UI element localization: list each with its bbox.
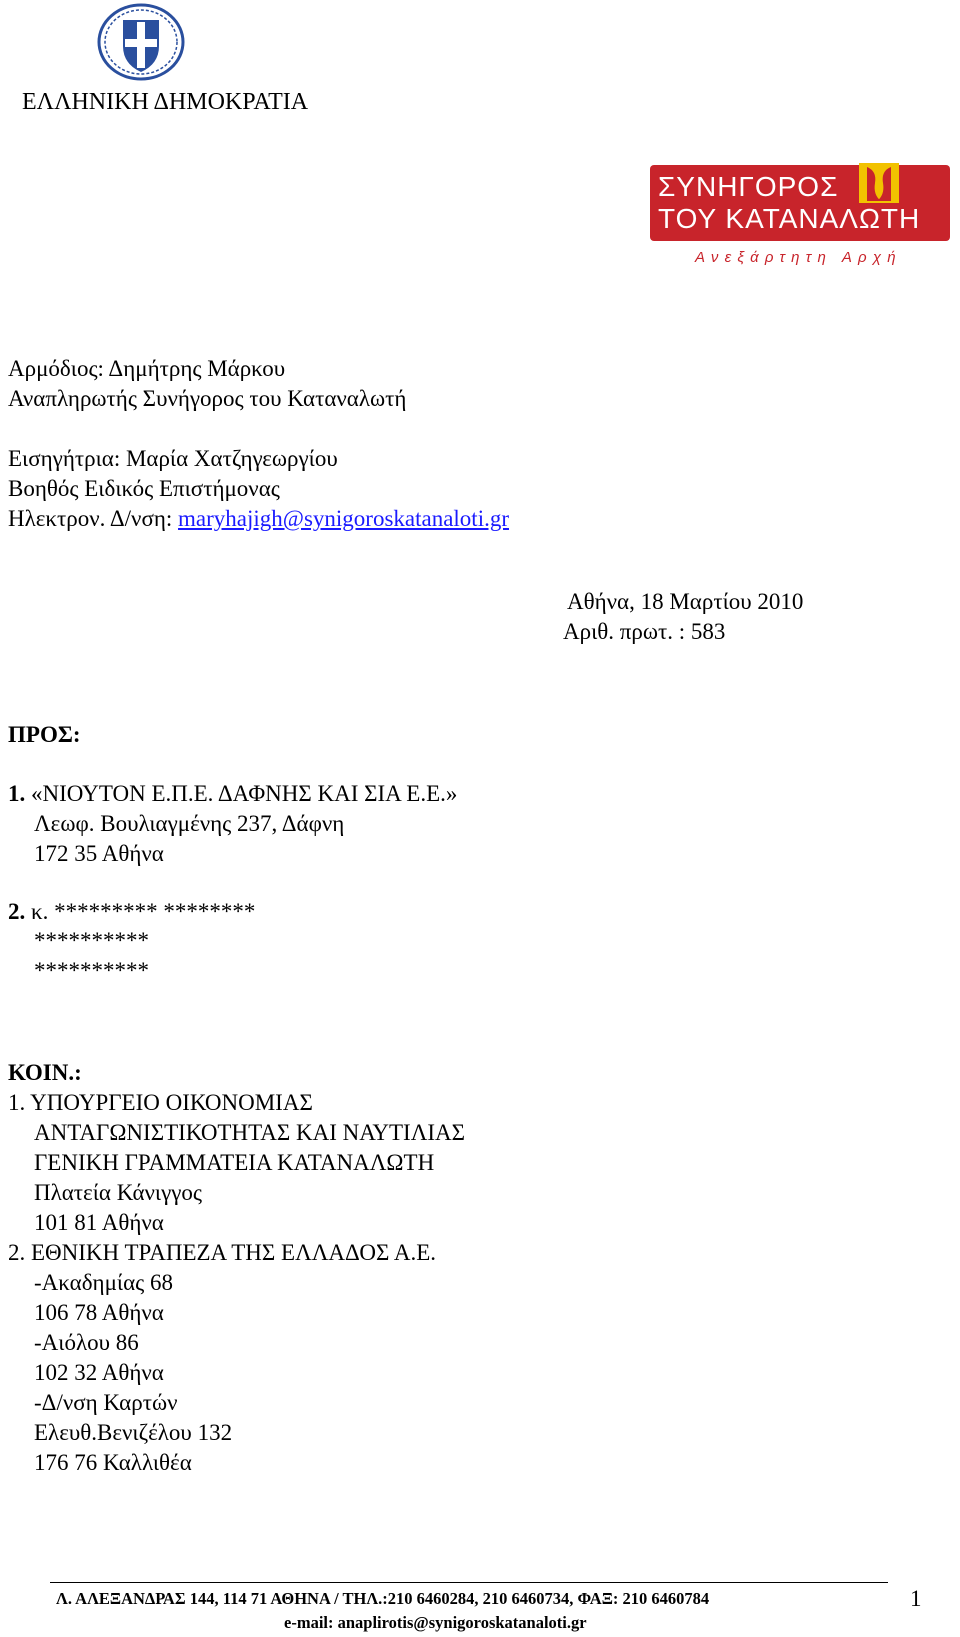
cc-line: -Αιόλου 86 bbox=[34, 1330, 139, 1355]
cc-label: ΚΟΙΝ.: bbox=[8, 1060, 82, 1085]
cc-line: 176 76 Καλλιθέα bbox=[34, 1450, 192, 1475]
cc-line: ΓΕΝΙΚΗ ΓΡΑΜΜΑΤΕΙΑ ΚΑΤΑΝΑΛΩΤΗ bbox=[34, 1150, 435, 1175]
cc-line: 106 78 Αθήνα bbox=[34, 1300, 164, 1325]
responsible-role: Αναπληρωτής Συνήγορος του Καταναλωτή bbox=[8, 386, 407, 411]
footer-rule bbox=[50, 1582, 888, 1583]
cc-line: -Ακαδημίας 68 bbox=[34, 1270, 173, 1295]
protocol-number: Αριθ. πρωτ. : 583 bbox=[563, 619, 726, 644]
recipient-1-number: 1. bbox=[8, 781, 26, 806]
recipient-2-number: 2. bbox=[8, 899, 26, 924]
consumer-ombudsman-logo bbox=[650, 165, 950, 277]
to-label: ΠΡΟΣ: bbox=[8, 722, 81, 747]
recipient-1-city: 172 35 Αθήνα bbox=[34, 841, 164, 866]
republic-name: ΕΛΛΗΝΙΚΗ ΔΗΜΟΚΡΑΤΙΑ bbox=[22, 89, 309, 115]
document-date: Αθήνα, 18 Μαρτίου 2010 bbox=[567, 589, 804, 614]
recipient-2-name bbox=[8, 897, 255, 927]
cc-line: 101 81 Αθήνα bbox=[34, 1210, 164, 1235]
responsible-officer: Αρμόδιος: Δημήτρης Μάρκου bbox=[8, 356, 286, 381]
recipient-2-city: ********** bbox=[34, 958, 149, 983]
faces-icon bbox=[857, 161, 901, 205]
cc-line: Πλατεία Κάνιγγος bbox=[34, 1180, 203, 1205]
logo-subtitle: Ανεξάρτητη Αρχή bbox=[695, 249, 902, 266]
cc-line: 102 32 Αθήνα bbox=[34, 1360, 164, 1385]
recipient-1-title: «ΝΙΟΥΤΟΝ Ε.Π.Ε. ΔΑΦΝΗΣ ΚΑΙ ΣΙΑ Ε.Ε.» bbox=[25, 781, 458, 806]
rapporteur: Εισηγήτρια: Μαρία Χατζηγεωργίου bbox=[8, 446, 338, 471]
cc-line: 2. ΕΘΝΙΚΗ ΤΡΑΠΕΖΑ ΤΗΣ ΕΛΛΑΔΟΣ Α.Ε. bbox=[8, 1240, 437, 1265]
cc-line: Ελευθ.Βενιζέλου 132 bbox=[34, 1420, 233, 1445]
email-link[interactable]: maryhajigh@synigoroskatanaloti.gr bbox=[178, 506, 509, 531]
recipient-1-name bbox=[8, 779, 457, 809]
email-label: Ηλεκτρον. Δ/νση: bbox=[8, 506, 179, 531]
rapporteur-role: Βοηθός Ειδικός Επιστήμονας bbox=[8, 476, 280, 501]
cc-line: 1. ΥΠΟΥΡΓΕΙΟ ΟΙΚΟΝΟΜΙΑΣ bbox=[8, 1090, 313, 1115]
recipient-1-address: Λεωφ. Βουλιαγμένης 237, Δάφνη bbox=[34, 811, 345, 836]
recipient-2-address: ********** bbox=[34, 928, 149, 953]
page-number: 1 bbox=[910, 1586, 922, 1611]
logo-line1: ΣΥΝΗΓΟΡΟΣ bbox=[658, 171, 839, 202]
logo-line2: ΤΟΥ ΚΑΤΑΝΑΛΩΤΗ bbox=[658, 203, 921, 234]
footer-address: Λ. ΑΛΕΞΑΝΔΡΑΣ 144, 114 71 ΑΘΗΝΑ / ΤΗΛ.:210 6460284, 210 6460734, ΦΑΞ: 210 6460784 bbox=[56, 1589, 710, 1608]
footer-email: e-mail: anaplirotis@synigoroskatanaloti.gr bbox=[284, 1613, 587, 1632]
recipient-2-title: κ. ********* ******** bbox=[25, 899, 256, 924]
email-line bbox=[8, 504, 509, 534]
greek-coat-of-arms-icon bbox=[96, 2, 186, 82]
cc-line: ΑΝΤΑΓΩΝΙΣΤΙΚΟΤΗΤΑΣ ΚΑΙ ΝΑΥΤΙΛΙΑΣ bbox=[34, 1120, 466, 1145]
cc-line: -Δ/νση Καρτών bbox=[34, 1390, 178, 1415]
